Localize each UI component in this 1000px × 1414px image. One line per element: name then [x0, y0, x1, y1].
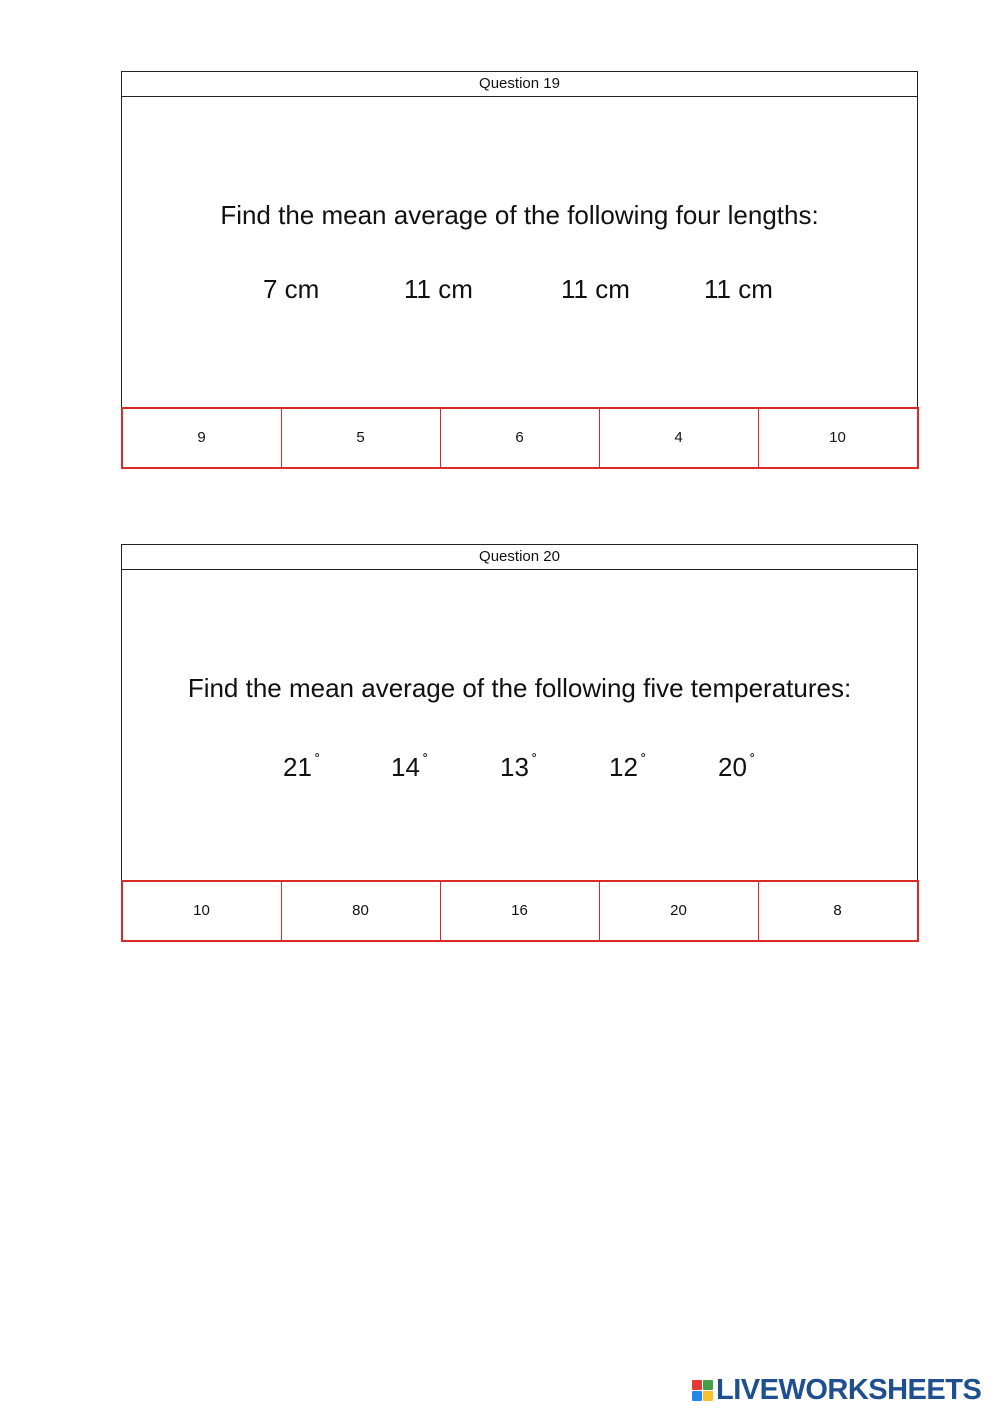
answer-option[interactable]: 16	[441, 882, 600, 940]
logo-square	[692, 1380, 702, 1390]
liveworksheets-brand[interactable]	[692, 1373, 982, 1406]
value-item	[718, 745, 755, 784]
degree-symbol: ˚	[314, 753, 321, 770]
value-item	[609, 745, 646, 784]
value-number: 21	[283, 752, 312, 782]
value-item	[283, 745, 320, 784]
degree-symbol: ˚	[640, 753, 647, 770]
liveworksheets-logo-icon	[692, 1380, 713, 1401]
value-list	[122, 745, 917, 782]
answer-option[interactable]: 8	[833, 902, 842, 919]
logo-square	[703, 1391, 713, 1401]
value-item: 11 cm	[561, 274, 630, 304]
answer-option[interactable]: 20	[600, 882, 759, 940]
value-number: 13	[500, 752, 529, 782]
value-item: 11 cm	[704, 274, 773, 304]
answer-option[interactable]: 4	[600, 409, 759, 467]
answer-option[interactable]: 10	[123, 882, 282, 940]
value-item	[500, 745, 537, 784]
question-header: Question 20	[122, 545, 917, 570]
answer-option[interactable]: 6	[441, 409, 600, 467]
answer-option[interactable]: 5	[282, 409, 441, 467]
answer-option[interactable]: 80	[282, 882, 441, 940]
question-body	[122, 97, 917, 406]
value-list	[122, 272, 917, 306]
question-card-19	[121, 71, 918, 468]
value-number: 12	[609, 752, 638, 782]
degree-symbol: ˚	[422, 753, 429, 770]
logo-square	[692, 1391, 702, 1401]
value-item	[391, 745, 428, 784]
degree-symbol: ˚	[749, 753, 756, 770]
question-prompt: Find the mean average of the following four lengths:	[220, 200, 819, 230]
answer-option[interactable]: 9	[123, 409, 282, 467]
logo-square	[703, 1380, 713, 1390]
question-body	[122, 570, 917, 879]
question-prompt: Find the mean average of the following five temperatures:	[187, 673, 852, 703]
answer-option[interactable]: 10	[829, 429, 846, 446]
value-item: 7 cm	[263, 274, 320, 304]
question-header: Question 19	[122, 72, 917, 97]
brand-name: LIVEWORKSHEETS	[716, 1373, 982, 1406]
answer-options	[121, 407, 919, 469]
value-number: 20	[718, 752, 747, 782]
value-number: 14	[391, 752, 420, 782]
question-card-20	[121, 544, 918, 941]
degree-symbol: ˚	[531, 753, 538, 770]
answer-options	[121, 880, 919, 942]
value-item: 11 cm	[404, 274, 473, 304]
